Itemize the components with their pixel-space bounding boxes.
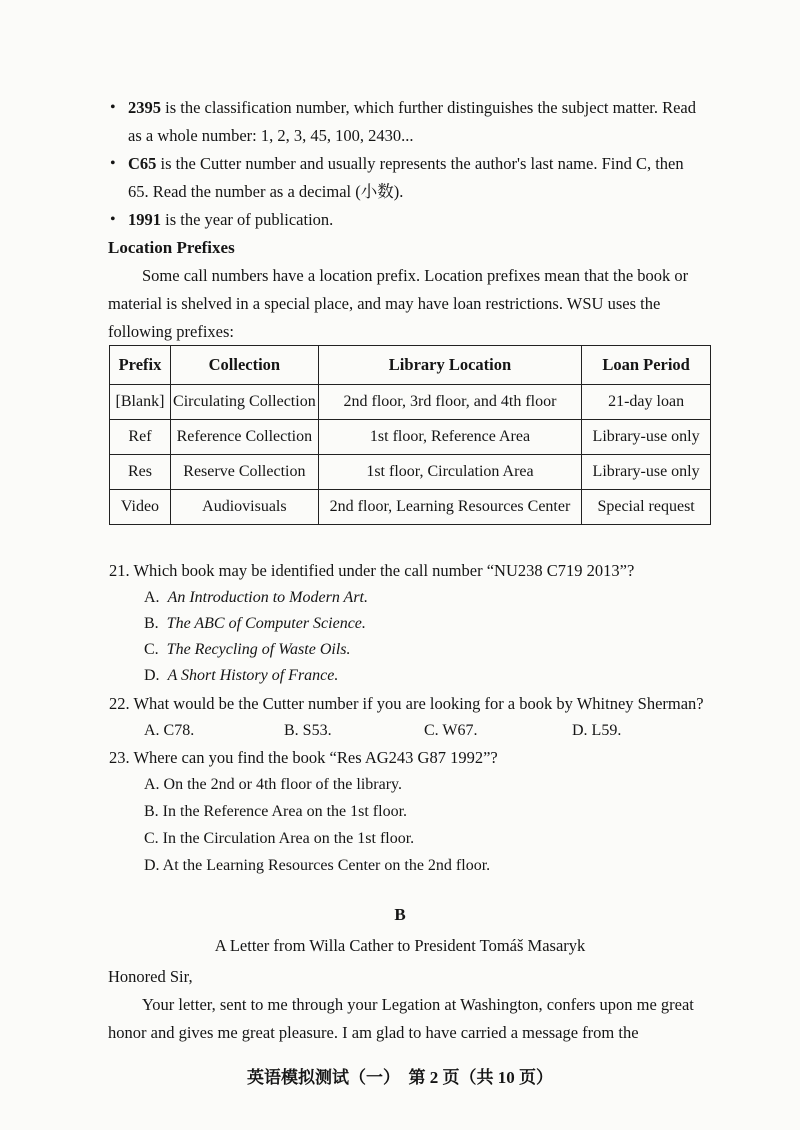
- q23-option-a[interactable]: A. On the 2nd or 4th floor of the library.: [144, 776, 403, 793]
- option-letter: C.: [144, 641, 159, 658]
- table-row: [110, 385, 711, 420]
- table-cell: 21-day loan: [582, 385, 711, 420]
- bullet-classification: [112, 94, 722, 150]
- page-footer: 英语模拟测试（一） 第 2 页（共 10 页）: [247, 1068, 553, 1087]
- option-text: An Introduction to Modern Art.: [167, 589, 368, 606]
- table-header: Library Location: [318, 346, 581, 385]
- option-text: The Recycling of Waste Oils.: [166, 641, 351, 658]
- table-cell: Library-use only: [582, 420, 711, 455]
- table-cell: 2nd floor, 3rd floor, and 4th floor: [318, 385, 581, 420]
- table-row: [110, 455, 711, 490]
- table-header: Prefix: [110, 346, 171, 385]
- table-cell: 2nd floor, Learning Resources Center: [318, 490, 581, 525]
- option-letter: A.: [144, 589, 160, 606]
- option-text: A Short History of France.: [167, 667, 339, 684]
- table-header: Collection: [170, 346, 318, 385]
- table-row: [110, 490, 711, 525]
- section-heading: Location Prefixes: [108, 238, 235, 257]
- q23-option-b[interactable]: B. In the Reference Area on the 1st floor.: [144, 803, 408, 820]
- q22-option-a[interactable]: A. C78.: [144, 722, 195, 739]
- letter-title: A Letter from Willa Cather to President Tomáš Masaryk: [214, 936, 586, 955]
- option-letter: B.: [144, 615, 159, 632]
- bullet-bold: 2395: [128, 98, 161, 117]
- q22-option-d[interactable]: D. L59.: [572, 722, 622, 739]
- bullet-icon: •: [110, 211, 116, 228]
- table-cell: Special request: [582, 490, 711, 525]
- bullet-bold: C65: [128, 154, 157, 173]
- q23-option-c[interactable]: C. In the Circulation Area on the 1st floor.: [144, 830, 415, 847]
- bullet-bold: 1991: [128, 210, 161, 229]
- bullet-icon: •: [110, 99, 116, 116]
- option-letter: D.: [144, 667, 160, 684]
- table-cell: Ref: [110, 420, 171, 455]
- question-21-stem: 21. Which book may be identified under the call number “NU238 C719 2013”?: [109, 561, 635, 580]
- table-header-row: [110, 346, 711, 385]
- question-22-stem: 22. What would be the Cutter number if you are looking for a book by Whitney Sherman?: [109, 694, 704, 713]
- bullet-text: is the Cutter number and usually represents the author's last name. Find C, then: [156, 154, 684, 173]
- salutation: Honored Sir,: [108, 967, 193, 986]
- table-cell: Audiovisuals: [170, 490, 318, 525]
- question-23-stem: 23. Where can you find the book “Res AG243 G87 1992”?: [109, 748, 498, 767]
- bullet-text: is the classification number, which further distinguishes the subject matter. Read: [161, 98, 697, 117]
- table-cell: Reserve Collection: [170, 455, 318, 490]
- q22-option-c[interactable]: C. W67.: [424, 722, 478, 739]
- table-cell: 1st floor, Circulation Area: [318, 455, 581, 490]
- q21-option-c[interactable]: [144, 636, 351, 663]
- letter-line: Your letter, sent to me through your Legation at Washington, confers upon me great: [142, 995, 694, 1014]
- table-cell: Library-use only: [582, 455, 711, 490]
- intro-line: material is shelved in a special place, and may have loan restrictions. WSU uses the: [108, 294, 661, 313]
- letter-line: honor and gives me great pleasure. I am glad to have carried a message from the: [108, 1023, 639, 1042]
- q21-option-d[interactable]: [144, 662, 338, 689]
- table-cell: Video: [110, 490, 171, 525]
- letter-body: [108, 963, 712, 1047]
- table-cell: Res: [110, 455, 171, 490]
- table-row: [110, 420, 711, 455]
- table-cell: Circulating Collection: [170, 385, 318, 420]
- q21-option-a[interactable]: [144, 584, 368, 611]
- intro-paragraph: [108, 262, 712, 346]
- option-text: The ABC of Computer Science.: [166, 615, 366, 632]
- table-cell: [Blank]: [110, 385, 171, 420]
- table-header: Loan Period: [582, 346, 711, 385]
- q23-option-d[interactable]: D. At the Learning Resources Center on the 2nd floor.: [144, 857, 491, 874]
- q22-option-b[interactable]: B. S53.: [284, 722, 332, 739]
- table-cell: 1st floor, Reference Area: [318, 420, 581, 455]
- bullet-cutter: [112, 150, 722, 206]
- intro-line: following prefixes:: [108, 322, 235, 341]
- section-b-label: B: [394, 905, 406, 924]
- table-cell: Reference Collection: [170, 420, 318, 455]
- bullet-year: [112, 206, 722, 234]
- prefix-table: [109, 345, 711, 525]
- q21-option-b[interactable]: [144, 610, 366, 637]
- intro-line: Some call numbers have a location prefix. Location prefixes mean that the book or: [142, 266, 689, 285]
- bullet-icon: •: [110, 155, 116, 172]
- bullet-continuation: 65. Read the number as a decimal (小数).: [128, 182, 404, 201]
- bullet-continuation: as a whole number: 1, 2, 3, 45, 100, 2430...: [128, 126, 414, 145]
- bullet-text: is the year of publication.: [161, 210, 334, 229]
